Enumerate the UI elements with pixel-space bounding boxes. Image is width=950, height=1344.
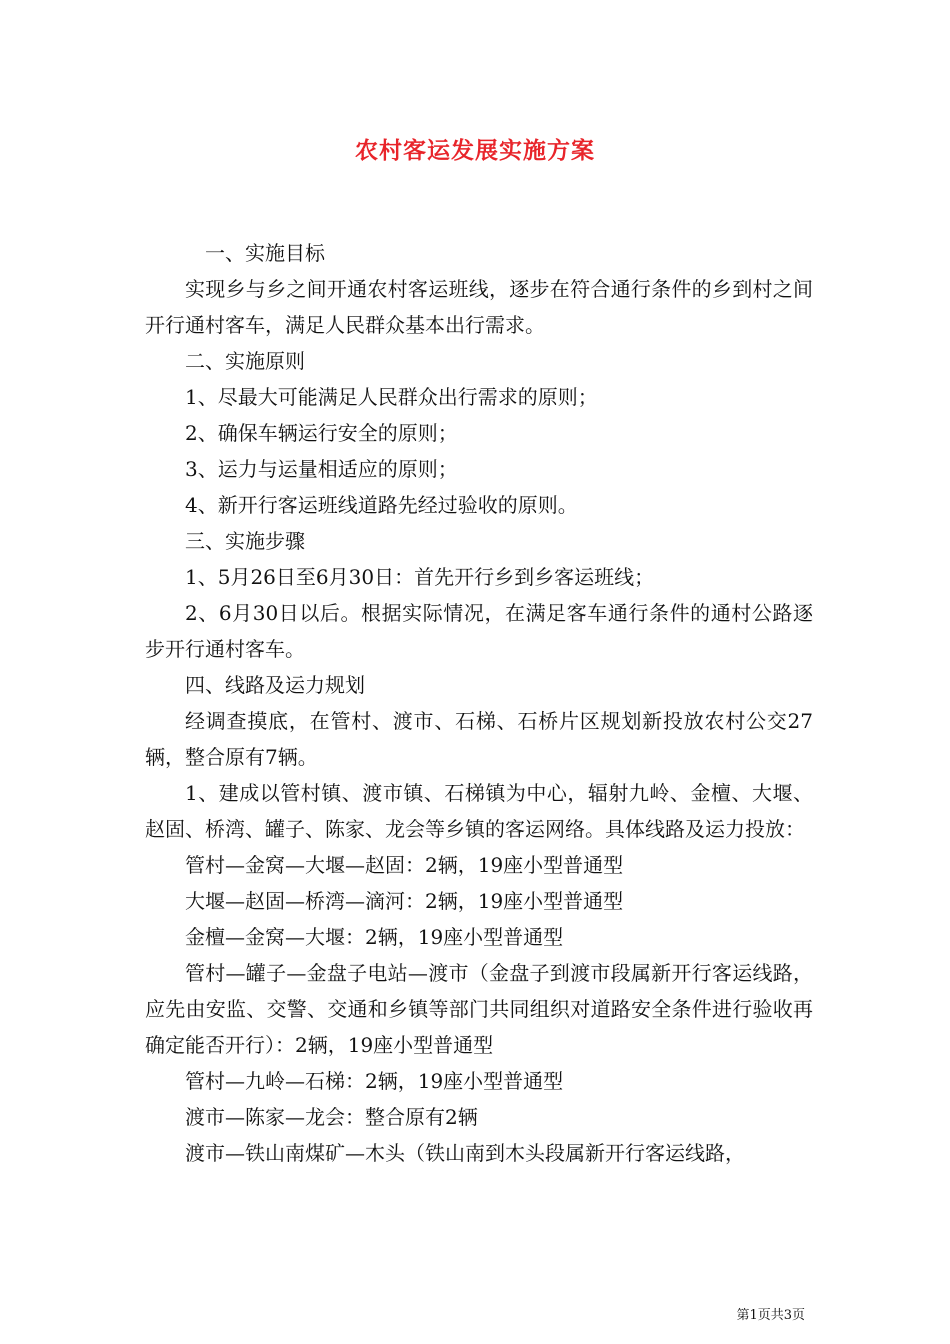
route-item: 大堰—赵固—桥湾—滴河：2辆，19座小型普通型 bbox=[185, 889, 624, 913]
section-heading-principles: 二、实施原则 bbox=[185, 349, 305, 373]
section-heading-steps: 三、实施步骤 bbox=[185, 529, 305, 553]
document-title: 农村客运发展实施方案 bbox=[355, 137, 595, 164]
route-item: 管村—罐子—金盘子电站—渡市（金盘子到渡市段属新开行客运线路，应先由安监、交警、交通和乡镇等部门共同组织对道路安全条件进行验收再确定能否开行）：2辆，19座小型普通型 bbox=[145, 961, 813, 1057]
route-item: 管村—九岭—石梯：2辆，19座小型普通型 bbox=[185, 1069, 564, 1093]
list-item: 4、新开行客运班线道路先经过验收的原则。 bbox=[185, 493, 578, 517]
list-item: 1、尽最大可能满足人民群众出行需求的原则； bbox=[185, 385, 598, 409]
section-heading-goal: 一、实施目标 bbox=[205, 241, 325, 265]
section-heading-routes: 四、线路及运力规划 bbox=[185, 673, 365, 697]
paragraph: 经调查摸底，在管村、渡市、石梯、石桥片区规划新投放农村公交27辆，整合原有7辆。 bbox=[145, 709, 813, 769]
list-item: 1、5月26日至6月30日：首先开行乡到乡客运班线； bbox=[185, 565, 655, 589]
route-item: 金檀—金窝—大堰：2辆，19座小型普通型 bbox=[185, 925, 564, 949]
route-item: 渡市—铁山南煤矿—木头（铁山南到木头段属新开行客运线路， bbox=[185, 1141, 745, 1165]
page-number-footer: 第1页共3页 bbox=[736, 1308, 805, 1323]
document-body bbox=[145, 235, 813, 1171]
paragraph: 1、建成以管村镇、渡市镇、石梯镇为中心，辐射九岭、金檀、大堰、赵固、桥湾、罐子、陈家、龙会等乡镇的客运网络。具体线路及运力投放： bbox=[145, 781, 813, 841]
route-item: 渡市—陈家—龙会：整合原有2辆 bbox=[185, 1105, 478, 1129]
paragraph: 实现乡与乡之间开通农村客运班线，逐步在符合通行条件的乡到村之间开行通村客车，满足人民群众基本出行需求。 bbox=[145, 277, 813, 337]
list-item: 3、运力与运量相适应的原则； bbox=[185, 457, 458, 481]
list-item: 2、6月30日以后。根据实际情况，在满足客车通行条件的通村公路逐步开行通村客车。 bbox=[145, 601, 813, 661]
route-item: 管村—金窝—大堰—赵固：2辆，19座小型普通型 bbox=[185, 853, 624, 877]
list-item: 2、确保车辆运行安全的原则； bbox=[185, 421, 458, 445]
